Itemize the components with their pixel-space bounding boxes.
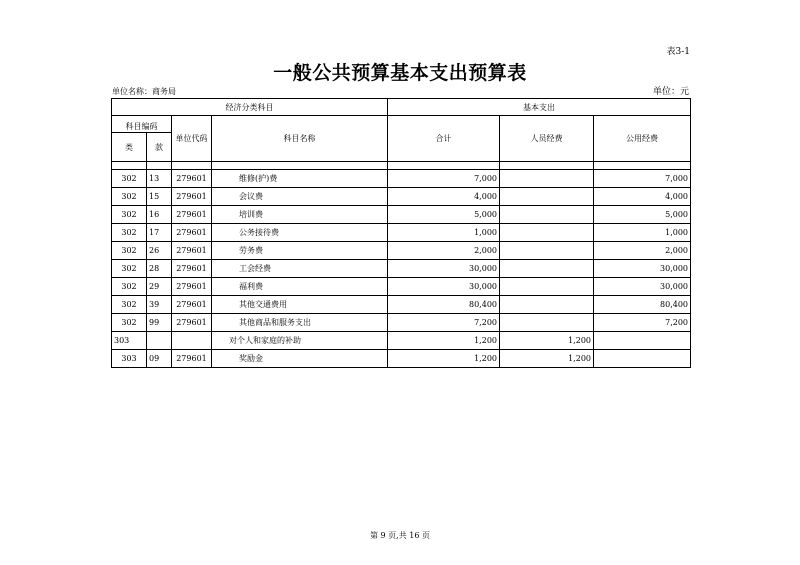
- header-subject-name: 科目名称: [212, 116, 388, 162]
- cell-personnel: [500, 206, 594, 224]
- cell-subject-name: 公务接待费: [212, 224, 388, 242]
- cell-subject-name: 其他交通费用: [212, 296, 388, 314]
- table-header: [112, 99, 691, 162]
- table-row: [112, 224, 691, 242]
- cell-kuan: 29: [147, 278, 172, 296]
- cell-unit-code: 279601: [172, 278, 212, 296]
- cell-kuan: 26: [147, 242, 172, 260]
- cell-subject-name: 奖励金: [212, 350, 388, 368]
- cell-public: 7,000: [594, 170, 691, 188]
- cell-subject-name: 对个人和家庭的补助: [212, 332, 388, 350]
- cell-public: 7,200: [594, 314, 691, 332]
- cell-total: 30,000: [388, 260, 500, 278]
- header-public: 公用经费: [594, 116, 691, 162]
- cell-lei: 302: [112, 170, 147, 188]
- table-row: [112, 188, 691, 206]
- cell-total: 7,000: [388, 170, 500, 188]
- cell-kuan: 39: [147, 296, 172, 314]
- cell-personnel: [500, 278, 594, 296]
- cell-public: 4,000: [594, 188, 691, 206]
- table-row: [112, 206, 691, 224]
- cell-total: 1,200: [388, 350, 500, 368]
- cell-lei: 302: [112, 314, 147, 332]
- cell-kuan: [147, 332, 172, 350]
- spacer-row: [112, 162, 691, 170]
- cell-unit-code: 279601: [172, 224, 212, 242]
- header-basic-expense: 基本支出: [388, 99, 691, 116]
- cell-personnel: [500, 314, 594, 332]
- cell-personnel: 1,200: [500, 350, 594, 368]
- cell-personnel: [500, 170, 594, 188]
- cell-subject-name: 培训费: [212, 206, 388, 224]
- cell-total: 1,000: [388, 224, 500, 242]
- cell-unit-code: 279601: [172, 170, 212, 188]
- cell-kuan: 28: [147, 260, 172, 278]
- cell-kuan: 99: [147, 314, 172, 332]
- cell-subject-name: 会议费: [212, 188, 388, 206]
- cell-kuan: 09: [147, 350, 172, 368]
- table-body: [112, 162, 691, 368]
- cell-total: 30,000: [388, 278, 500, 296]
- cell-unit-code: 279601: [172, 260, 212, 278]
- table-number: 表3-1: [666, 47, 690, 57]
- table-row: [112, 332, 691, 350]
- unit-name-label: 单位名称：商务局: [112, 87, 176, 96]
- cell-unit-code: 279601: [172, 242, 212, 260]
- cell-lei: 302: [112, 224, 147, 242]
- budget-table: [111, 98, 691, 368]
- cell-personnel: 1,200: [500, 332, 594, 350]
- cell-lei: 302: [112, 206, 147, 224]
- cell-lei: 302: [112, 296, 147, 314]
- cell-total: 80,400: [388, 296, 500, 314]
- cell-public: 80,400: [594, 296, 691, 314]
- cell-public: 30,000: [594, 278, 691, 296]
- cell-total: 7,200: [388, 314, 500, 332]
- cell-unit-code: 279601: [172, 314, 212, 332]
- cell-lei: 302: [112, 260, 147, 278]
- cell-subject-name: 其他商品和服务支出: [212, 314, 388, 332]
- table-row: [112, 278, 691, 296]
- cell-subject-name: 劳务费: [212, 242, 388, 260]
- cell-unit-code: 279601: [172, 296, 212, 314]
- cell-personnel: [500, 296, 594, 314]
- table-row: [112, 314, 691, 332]
- cell-unit-code: [172, 332, 212, 350]
- cell-unit-code: 279601: [172, 350, 212, 368]
- cell-lei: 302: [112, 188, 147, 206]
- cell-kuan: 15: [147, 188, 172, 206]
- cell-total: 5,000: [388, 206, 500, 224]
- cell-personnel: [500, 242, 594, 260]
- table-row: [112, 170, 691, 188]
- cell-personnel: [500, 224, 594, 242]
- cell-subject-name: 工会经费: [212, 260, 388, 278]
- page-title: 一般公共预算基本支出预算表: [273, 62, 527, 84]
- header-kuan: 款: [147, 133, 172, 162]
- header-economic-category: 经济分类科目: [112, 99, 388, 116]
- cell-lei: 303: [112, 332, 147, 350]
- cell-public: 5,000: [594, 206, 691, 224]
- cell-kuan: 13: [147, 170, 172, 188]
- cell-unit-code: 279601: [172, 188, 212, 206]
- cell-public: 1,000: [594, 224, 691, 242]
- cell-subject-name: 福利费: [212, 278, 388, 296]
- cell-personnel: [500, 260, 594, 278]
- cell-public: 2,000: [594, 242, 691, 260]
- cell-lei: 302: [112, 278, 147, 296]
- table-row: [112, 296, 691, 314]
- header-personnel: 人员经费: [500, 116, 594, 162]
- cell-total: 1,200: [388, 332, 500, 350]
- cell-personnel: [500, 188, 594, 206]
- table-row: [112, 350, 691, 368]
- table-row: [112, 260, 691, 278]
- header-subject-code: 科目编码: [112, 120, 172, 133]
- currency-unit-label: 单位：元: [652, 87, 689, 97]
- cell-kuan: 16: [147, 206, 172, 224]
- cell-unit-code: 279601: [172, 206, 212, 224]
- cell-total: 4,000: [388, 188, 500, 206]
- cell-kuan: 17: [147, 224, 172, 242]
- cell-public: [594, 332, 691, 350]
- cell-subject-name: 维修(护)费: [212, 170, 388, 188]
- header-lei: 类: [112, 133, 147, 162]
- cell-lei: 303: [112, 350, 147, 368]
- cell-lei: 302: [112, 242, 147, 260]
- page-footer: 第 9 页,共 16 页: [370, 531, 430, 540]
- cell-public: 30,000: [594, 260, 691, 278]
- header-unit-code: 单位代码: [172, 116, 212, 162]
- cell-public: [594, 350, 691, 368]
- cell-total: 2,000: [388, 242, 500, 260]
- header-total: 合计: [388, 116, 500, 162]
- table-row: [112, 242, 691, 260]
